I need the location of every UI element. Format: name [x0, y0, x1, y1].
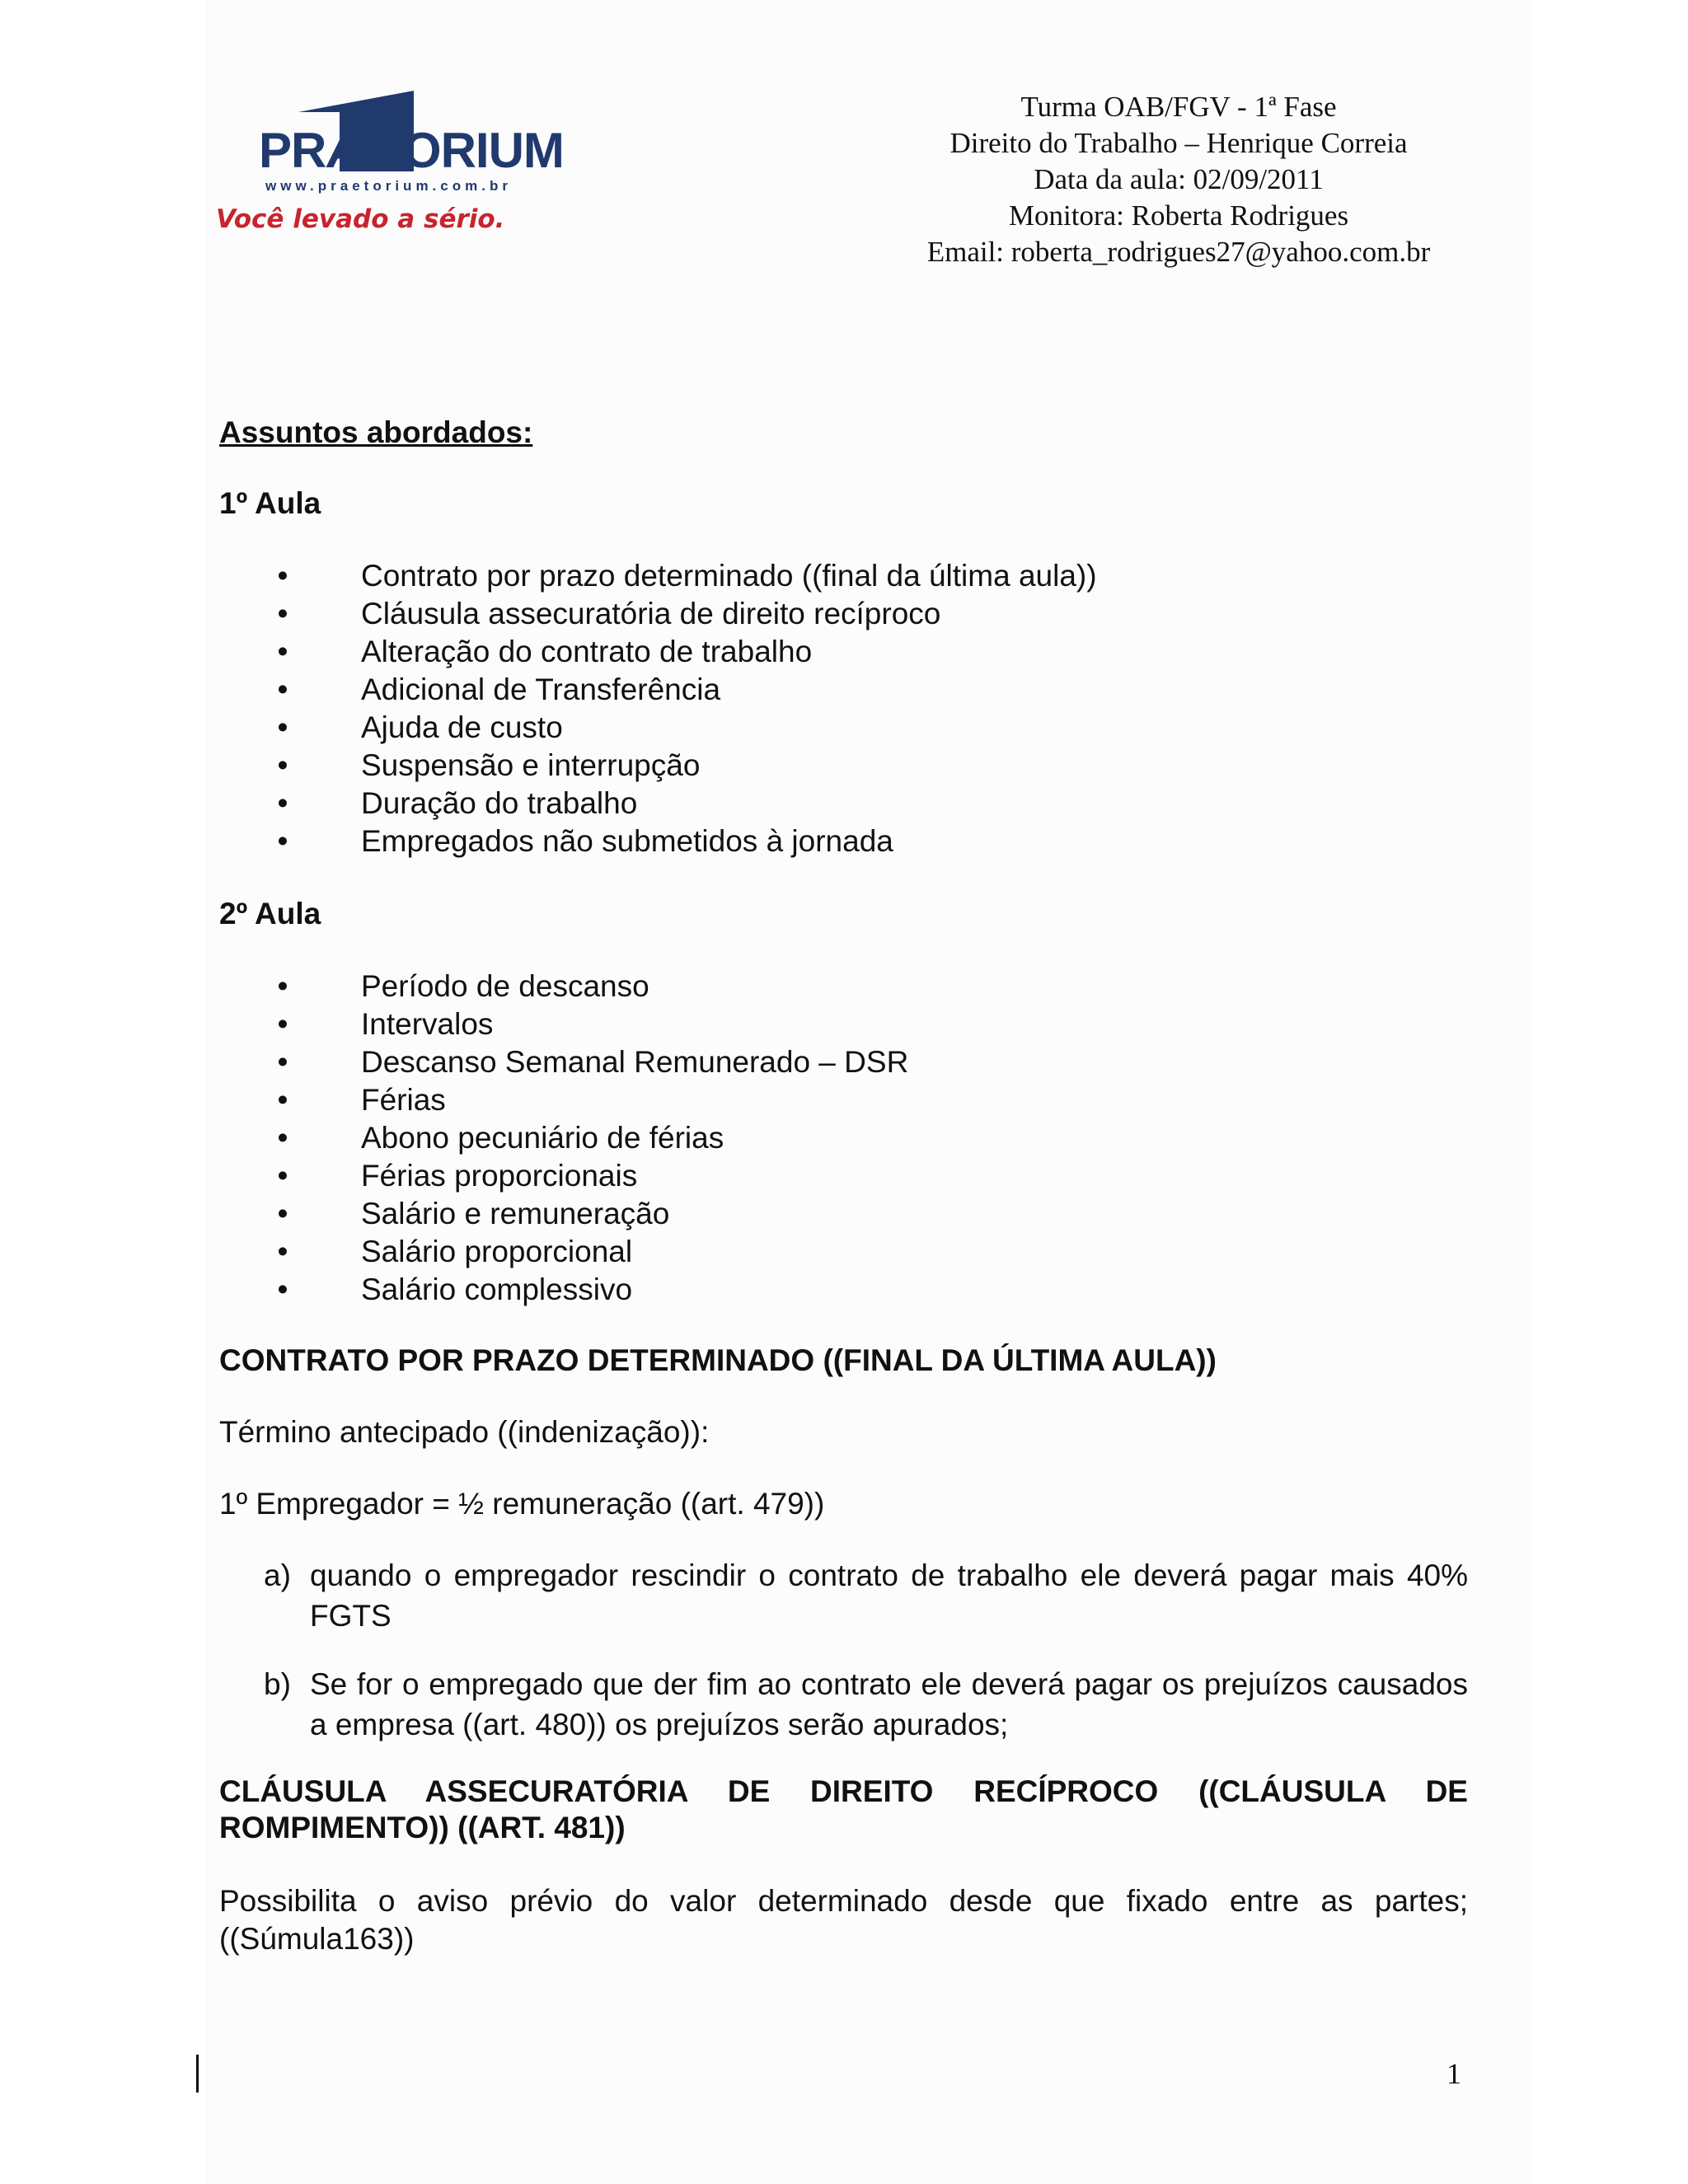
termino-antecipado: Término antecipado ((indenização)): [219, 1415, 710, 1449]
item-a-label: a) [264, 1558, 291, 1592]
page-number: 1 [1447, 2057, 1461, 2090]
class-name: Turma OAB/FGV - 1ª Fase [1020, 91, 1337, 123]
section1-heading: CONTRATO POR PRAZO DETERMINADO ((FINAL DA ÚLTIMA AULA)) [219, 1343, 1217, 1377]
empregador-rule: 1º Empregador = ½ remuneração ((art. 479)) [219, 1487, 825, 1521]
monitor-name: Monitora: Roberta Rodrigues [1008, 199, 1349, 232]
subject-teacher: Direito do Trabalho – Henrique Correia [950, 127, 1408, 159]
logo-brand-text: PRÆTORIUM [259, 123, 564, 178]
section2-heading: CLÁUSULA ASSECURATÓRIA DE DIREITO RECÍPROCO ((CLÁUSULA DE ROMPIMENTO)) ((ART. 481)) [219, 1774, 1468, 1844]
praetorium-logo [216, 89, 564, 237]
aula1-title: 1º Aula [219, 486, 321, 520]
aula2-title: 2º Aula [219, 897, 321, 930]
list-item-b [264, 1664, 1468, 1745]
monitor-email: Email: roberta_rodrigues27@yahoo.com.br [926, 236, 1431, 268]
class-date: Data da aula: 02/09/2011 [1034, 163, 1324, 195]
topics-title: Assuntos abordados: [219, 415, 533, 449]
list-item-a [264, 1555, 1468, 1636]
page-margin-bar [196, 2055, 199, 2093]
item-a-text: quando o empregador rescindir o contrato de trabalho ele deverá pagar mais 40% FGTS [310, 1558, 1468, 1633]
class-header [865, 89, 1492, 270]
logo-slogan: Você levado a sério. [216, 204, 505, 234]
section2-text: Possibilita o aviso prévio do valor determinado desde que fixado entre as partes; ((Súmula163)) [219, 1884, 1468, 1956]
logo-url: www.praetorium.com.br [265, 178, 512, 194]
item-b-label: b) [264, 1667, 291, 1701]
item-b-text: Se for o empregado que der fim ao contrato ele deverá pagar os prejuízos causados a empresa ((art. 480)) os prejuízos serão apurados; [310, 1667, 1468, 1741]
praetorium-wordmark [216, 89, 564, 180]
